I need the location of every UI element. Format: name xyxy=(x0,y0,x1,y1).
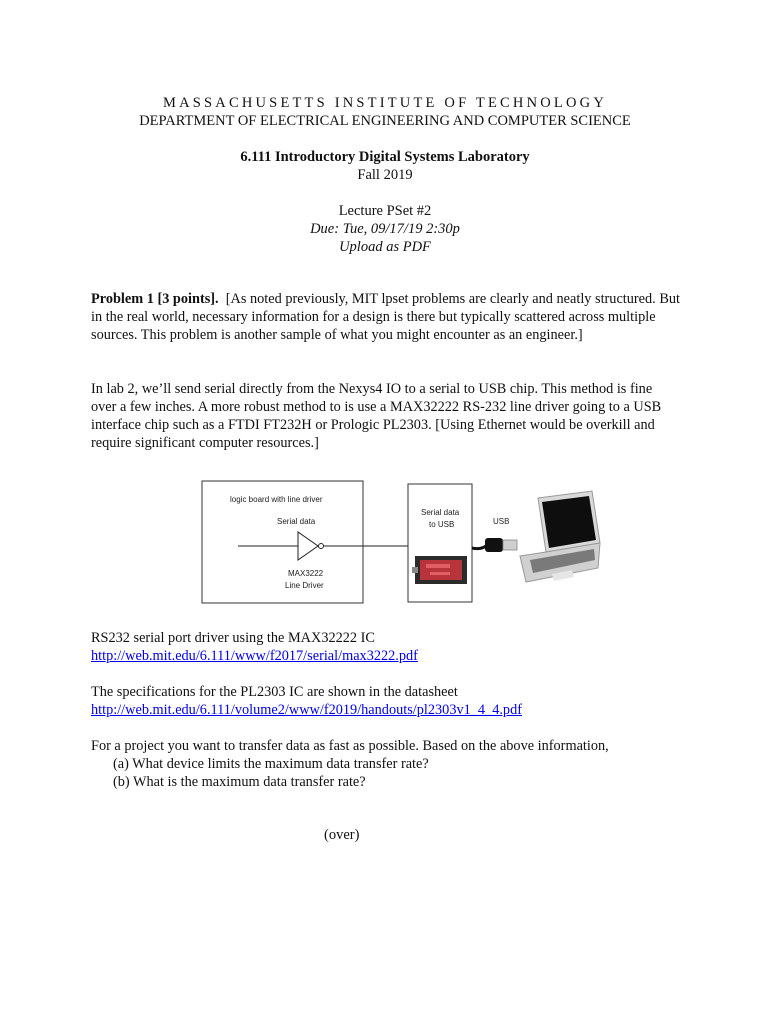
chip-label-1: MAX3222 xyxy=(288,569,324,578)
pl2303-datasheet-link[interactable]: http://web.mit.edu/6.111/volume2/www/f2019/handouts/pl2303v1_4_4.pdf xyxy=(91,702,522,718)
pl2303-text: The specifications for the PL2303 IC are shown in the datasheet xyxy=(91,684,458,700)
board-label: logic board with line driver xyxy=(230,495,323,504)
upload-instructions: Upload as PDF xyxy=(339,239,431,255)
question-a: (a) What device limits the maximum data transfer rate? xyxy=(113,756,429,772)
question-b: (b) What is the maximum data transfer rate? xyxy=(113,774,366,790)
pl2303-block xyxy=(91,683,681,719)
assignment-title: Lecture PSet #2 xyxy=(338,203,432,219)
usb-cable-image xyxy=(472,538,517,552)
rs232-text: RS232 serial port driver using the MAX32222 IC xyxy=(91,630,375,646)
question-intro: For a project you want to transfer data as fast as possible. Based on the above information, xyxy=(91,738,609,754)
buffer-triangle xyxy=(298,532,318,560)
rs232-block xyxy=(91,629,681,665)
serial-data-label: Serial data xyxy=(277,517,316,526)
problem1-paragraph2 xyxy=(91,380,681,452)
institute-name: MASSACHUSETTS INSTITUTE OF TECHNOLOGY xyxy=(163,95,607,111)
chip-label-2: Line Driver xyxy=(285,581,324,590)
paragraph2-text: In lab 2, we’ll send serial directly from the Nexys4 IO to a serial to USB chip. This method is fine over a few inches. A more robust method to is use a MAX32222 RS-232 line driver going to a USB interface chip such as a FTDI FT232H or Prologic PL2303. [Using Ethernet would be overkill and require significant computer resources.] xyxy=(91,381,662,451)
max3222-datasheet-link[interactable]: http://web.mit.edu/6.111/www/f2017/serial/max3222.pdf xyxy=(91,648,418,664)
department-name: DEPARTMENT OF ELECTRICAL ENGINEERING AND COMPUTER SCIENCE xyxy=(139,113,631,129)
course-title: 6.111 Introductory Digital Systems Laboratory xyxy=(240,149,530,165)
usb-box-label-2: to USB xyxy=(429,520,455,529)
problem1-label: Problem 1 [3 points]. xyxy=(91,291,219,307)
over-note: (over) xyxy=(324,827,360,843)
problem1-intro-paragraph xyxy=(91,290,681,344)
usb-converter-box xyxy=(408,484,472,602)
usb-box-label-1: Serial data xyxy=(421,508,460,517)
usb-label: USB xyxy=(493,517,510,526)
laptop-image xyxy=(520,491,600,582)
line-driver-diagram xyxy=(200,478,605,608)
question-block xyxy=(91,737,681,791)
problem1-intro: [As noted previously, MIT lpset problems are clearly and neatly structured. But in the real world, necessary information for a design is there but typically scattered across multiple sources. This problem is another sample of what you might encounter as an engineer.] xyxy=(91,291,680,343)
due-date: Due: Tue, 09/17/19 2:30p xyxy=(310,221,460,237)
usb-converter-board-image xyxy=(412,556,467,584)
term: Fall 2019 xyxy=(357,167,413,183)
